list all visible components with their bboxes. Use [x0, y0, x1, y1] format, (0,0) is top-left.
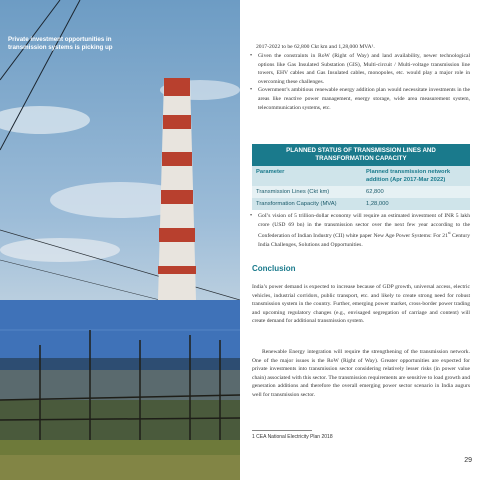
- list-item-text: Given the constraints in RoW (Right of Way) and land availability, newer technological options like Gas Insulated Substation (GIS), Multi-circuit / Multi-voltage transmission line towers, EHV cables and Gas Insulated cables, monopoles, etc. would play a major role in overcoming these challenges.: [258, 53, 470, 85]
- list-item-text: [258, 212, 470, 249]
- bullet-text-part: Century India Challenges, Solutions and Opportunities.: [258, 233, 471, 248]
- bullet-icon: •: [250, 87, 253, 94]
- conclusion-paragraph: Renewable Energy integration will require the strengthening of the transmission network. One of the major issues is the RoW (Right of Way). Greater opportunities are expected for private investments into transmission sector considering relatively lesser risks (in power value chain) associated with this sector. The transmission requirements are sensitive to load growth and generation additions and therefore the overall emerging power sector scenario in India augurs well for transmission sector.: [252, 349, 471, 398]
- table-header-row: [252, 166, 470, 186]
- continued-paragraph: 2017-2022 to be 62,800 Ckt km and 1,28,000 MVA¹.: [256, 44, 375, 50]
- table-row: [252, 198, 470, 210]
- list-item: [250, 212, 470, 249]
- superscript: st: [447, 230, 451, 236]
- bottom-bullet-list: [250, 212, 470, 249]
- table-cell: Transformation Capacity (MVA): [256, 201, 337, 207]
- footnote: 1 CEA National Electricity Plan 2018: [252, 434, 333, 440]
- list-item: [250, 52, 470, 86]
- table-cell: 62,800: [366, 189, 384, 195]
- text-column: [250, 0, 472, 480]
- transmission-status-table: [252, 144, 470, 210]
- table-row: [252, 186, 470, 198]
- page-number: 29: [464, 457, 472, 464]
- bullet-icon: •: [250, 53, 253, 59]
- table-header-cell: Planned transmission network addition (Apr 2017-Mar 2022): [366, 169, 451, 183]
- table-cell: Transmission Lines (Ckt km): [256, 189, 330, 195]
- table-header-cell: Parameter: [256, 169, 285, 175]
- list-item: [250, 86, 470, 112]
- table-title: PLANNED STATUS OF TRANSMISSION LINES AND TRANSFORMATION CAPACITY: [252, 144, 470, 166]
- conclusion-paragraph: India’s power demand is expected to increase because of GDP growth, universal access, electric vehicles, industrial corridors, public transport, etc. and likely to create strong need for robust transmission system in the country. Further, emerging power market, cross-border power trading and upcoming regulatory changes (e.g., envisaged segregation of carriage and content) will create demand for additional transmission system.: [252, 284, 470, 325]
- footnote-divider: [252, 430, 312, 431]
- list-item-text: Government’s ambitious renewable energy addition plan would necessitate investments in the areas like reactive power management, energy storage, wide area measurement system, telecommunication systems, etc.: [258, 87, 470, 111]
- bullet-text-part: GoI’s vision of 5 trillion-dollar economy will require an estimated investment of INR 5 lakh crore (USD 69 bn) in the transmission sector over the next few year according to the Confederation of Indian Industry (CII) white paper New Age Power Systems: For 21: [258, 213, 470, 240]
- bullet-icon: •: [250, 213, 253, 219]
- section-heading: Conclusion: [252, 264, 296, 273]
- table-cell: 1,28,000: [366, 201, 389, 207]
- top-bullet-list: [250, 52, 470, 112]
- photo-caption: Private investment opportunities in transmission systems is picking up: [8, 36, 113, 51]
